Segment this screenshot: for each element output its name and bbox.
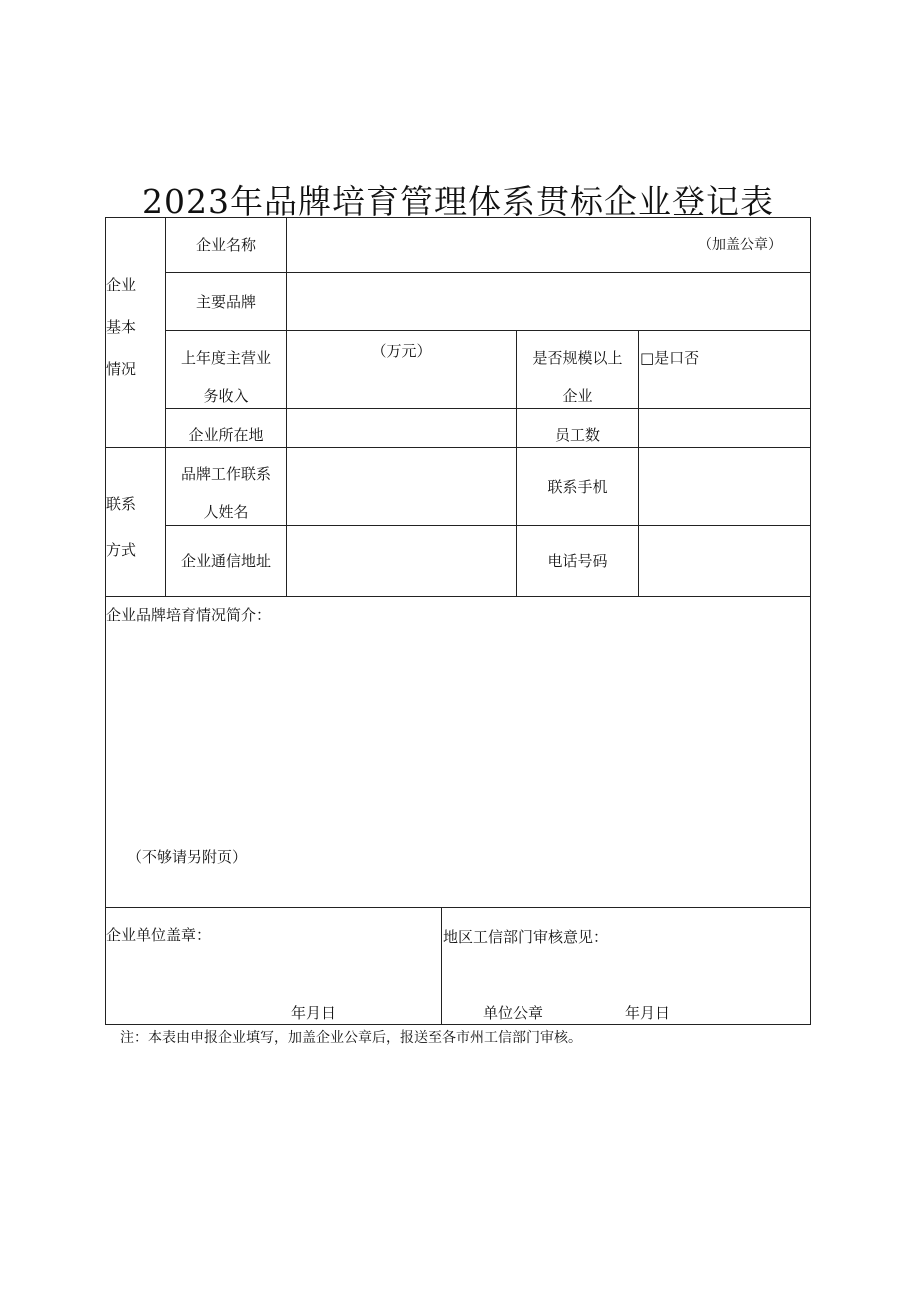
address-field[interactable]: [287, 526, 516, 596]
scale-enterprise-checkboxes[interactable]: □是口否: [640, 349, 700, 367]
phone-field[interactable]: [639, 526, 810, 596]
brand-intro-field[interactable]: [106, 627, 810, 855]
review-unit-seal: 单位公章: [483, 1004, 544, 1022]
contact-person-field[interactable]: [287, 448, 516, 525]
scale-enterprise-label: [517, 339, 638, 415]
revenue-field[interactable]: [287, 331, 516, 408]
registration-form-table: [105, 217, 811, 1024]
seal-hint: （加盖公章）: [698, 237, 782, 253]
location-field[interactable]: [287, 409, 516, 447]
label-line: 品牌工作联系: [180, 465, 271, 483]
main-brand-field[interactable]: [287, 273, 810, 330]
contact-person-label: [166, 455, 286, 531]
section-divider: [105, 596, 811, 597]
employees-label: 员工数: [554, 426, 600, 444]
section-label-line: 方式: [106, 541, 137, 559]
section-divider: [105, 907, 811, 908]
mobile-label: 联系手机: [547, 478, 608, 496]
section-label-basic-info: [106, 264, 164, 390]
company-seal-date: 年月日: [291, 1004, 337, 1022]
brand-intro-label: 企业品牌培育情况简介：: [106, 606, 272, 624]
company-seal-label: 企业单位盖章：: [106, 926, 212, 944]
review-date: 年月日: [625, 1004, 671, 1022]
label-line: 上年度主营业: [180, 349, 271, 367]
revenue-label: [166, 339, 286, 415]
company-name-label: 企业名称: [195, 236, 256, 254]
employees-field[interactable]: [639, 409, 810, 447]
label-line: 务收入: [203, 387, 249, 405]
form-title: 2023年品牌培育管理体系贯标企业登记表: [142, 182, 774, 221]
label-line: 人姓名: [203, 503, 249, 521]
table-border-bottom: [105, 1024, 811, 1025]
revenue-unit: （万元）: [371, 342, 432, 360]
address-label: 企业通信地址: [180, 552, 271, 570]
section-label-line: 情况: [106, 360, 137, 378]
company-name-field[interactable]: [287, 217, 810, 272]
review-opinion-label: 地区工信部门审核意见：: [443, 928, 609, 946]
footnote: 注：本表由申报企业填写，加盖企业公章后，报送至各市州工信部门审核。: [120, 1030, 582, 1046]
section-label-line: 企业: [106, 276, 137, 294]
label-line: 是否规模以上: [532, 349, 623, 367]
location-label: 企业所在地: [188, 426, 264, 444]
main-brand-label: 主要品牌: [195, 293, 256, 311]
section-label-line: 基本: [106, 318, 137, 336]
label-line: 企业: [562, 387, 593, 405]
column-divider: [441, 907, 442, 1024]
mobile-field[interactable]: [639, 448, 810, 525]
phone-label: 电话号码: [547, 552, 608, 570]
section-label-contact: [106, 481, 164, 573]
section-label-line: 联系: [106, 495, 137, 513]
table-border-right: [810, 217, 811, 1024]
overflow-note: （不够请另附页）: [127, 848, 248, 866]
